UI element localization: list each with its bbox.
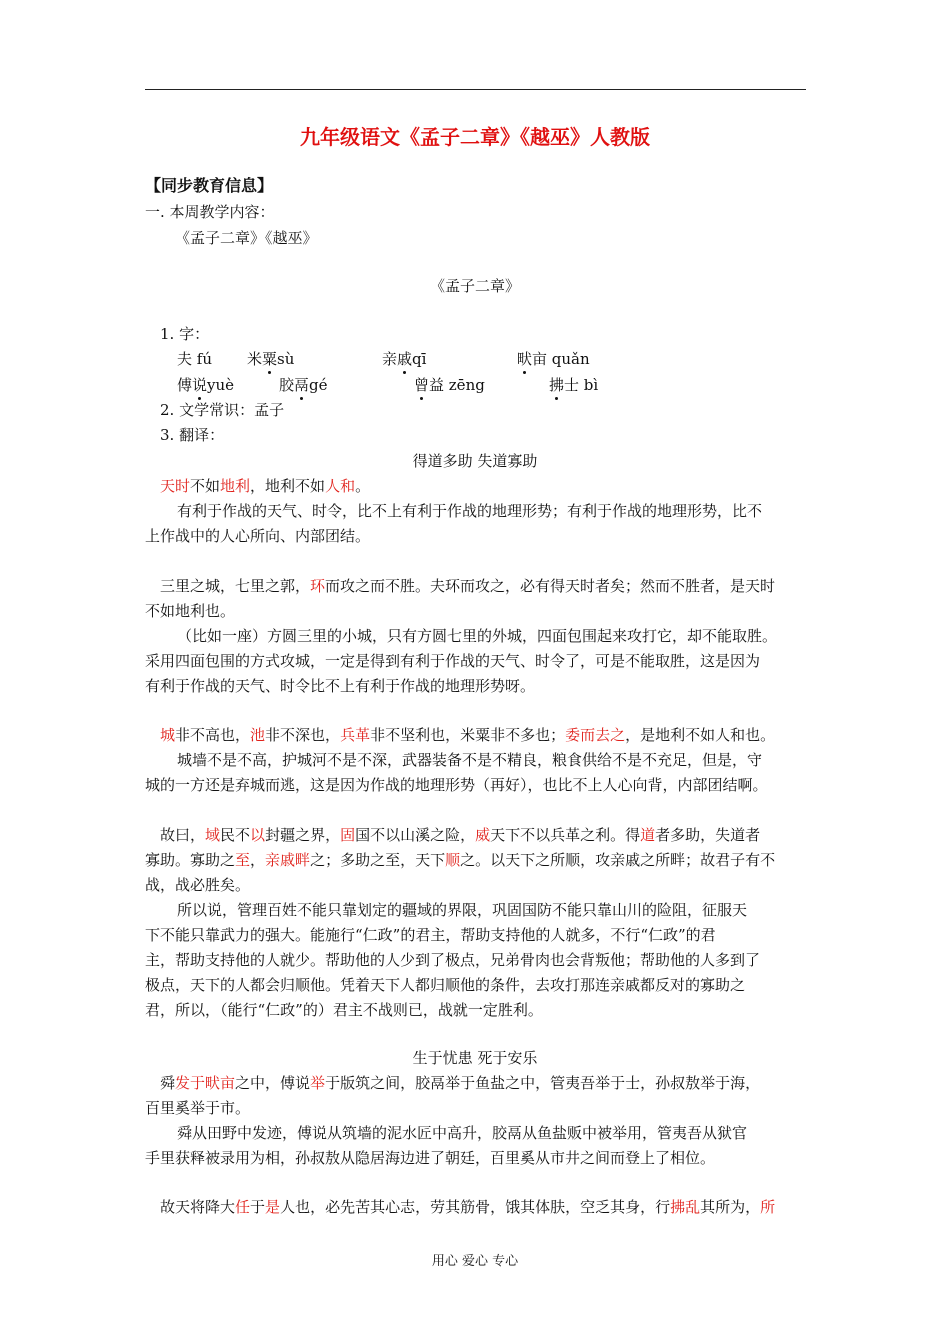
page-footer: 用心 爱心 专心 — [431, 1254, 519, 1269]
highlighted-term: 兵革 — [340, 726, 371, 744]
text-segment: 人也，必先苦其心志，劳其筋骨，饿其体肤，空乏其身，行 — [280, 1198, 671, 1216]
text-segment: 于 — [250, 1198, 266, 1216]
highlighted-term: 至 — [235, 851, 251, 869]
pinyin-row-1 — [177, 349, 590, 369]
highlighted-term: 拂乱 — [670, 1198, 701, 1216]
text-segment: 。 — [355, 477, 371, 495]
header-rule — [145, 89, 806, 90]
highlighted-term: 威 — [475, 826, 491, 844]
pinyin-entry: 傅说yuè — [177, 376, 235, 394]
text-segment: 故曰， — [160, 826, 206, 844]
text-segment: 于版筑之间，胶鬲举于鱼盐之中，管夷吾举于士，孙叔敖举于海， — [325, 1074, 761, 1092]
para-4-translation-line: 君，所以，（能行“仁政”的）君主不战则已，战就一定胜利。 — [145, 1001, 543, 1019]
text-segment: 非不深也， — [265, 726, 341, 744]
text-segment: 不如 — [190, 477, 221, 495]
highlighted-term: 亲戚畔 — [265, 851, 311, 869]
highlighted-term: 环 — [310, 577, 326, 595]
highlighted-term: 城 — [160, 726, 176, 744]
highlighted-term: 天时 — [160, 477, 191, 495]
text-segment: ，地利不如 — [250, 477, 326, 495]
text-segment: 而攻之而不胜。夫环而攻之，必有得天时者矣；然而不胜者，是天时 — [325, 577, 776, 595]
text-segment: 者多助，失道者 — [655, 826, 761, 844]
text-segment: 故天将降大 — [160, 1198, 236, 1216]
para-4-original — [160, 825, 760, 845]
para-2-translation-line: 有利于作战的天气、时令比不上有利于作战的地理形势呀。 — [145, 677, 536, 695]
para-2-original-cont: 不如地利也。 — [145, 602, 236, 620]
highlighted-term: 以 — [250, 826, 266, 844]
text-segment: 其所为， — [700, 1198, 761, 1216]
para-6-original — [160, 1197, 775, 1217]
highlighted-term: 发于畎亩 — [175, 1074, 236, 1092]
highlighted-term: 顺 — [445, 851, 461, 869]
highlighted-term: 委而去之 — [565, 726, 626, 744]
pinyin-entry: 米粟sù — [247, 350, 295, 368]
text-segment: 天下不以兵革之利。得 — [490, 826, 641, 844]
text-segment: 之中，傅说 — [235, 1074, 311, 1092]
pinyin-entry: 拂士 bì — [549, 376, 599, 394]
text-segment: 民不 — [220, 826, 251, 844]
pinyin-entry: 曾益 zēng — [414, 376, 485, 394]
content-item-1-sub: 《孟子二章》《越巫》 — [175, 229, 318, 247]
text-segment: 封疆之界， — [265, 826, 341, 844]
para-1-original — [160, 476, 370, 496]
text-segment: 之。以天下之所顺，攻亲戚之所畔；故君子有不 — [460, 851, 776, 869]
para-2-translation-line: （比如一座）方圆三里的小城，只有方圆七里的外城，四面包围起来攻打它，却不能取胜。 — [177, 627, 778, 645]
para-4-translation-line: 主，帮助支持他的人就少。帮助他的人少到了极点，兄弟骨肉也会背叛他；帮助他的人多到了 — [145, 951, 761, 969]
para-4-original-cont — [145, 850, 775, 870]
para-1-translation-line: 有利于作战的天气、时令，比不上有利于作战的地理形势；有利于作战的地理形势，比不 — [177, 502, 763, 520]
para-5-translation-line: 舜从田野中发迹，傅说从筑墙的泥水匠中高升，胶鬲从鱼盐贩中被举用，管夷吾从狱官 — [177, 1124, 748, 1142]
text-segment: 非不坚利也，米粟非不多也； — [370, 726, 566, 744]
text-segment: 寡助。寡助之 — [145, 851, 236, 869]
pinyin-row-2 — [177, 375, 598, 395]
highlighted-term: 所 — [760, 1198, 776, 1216]
highlighted-term: 域 — [205, 826, 221, 844]
text-segment: ，是地利不如人和也。 — [625, 726, 776, 744]
heading-shengyu: 生于忧患 死于安乐 — [412, 1049, 538, 1067]
para-4-translation-line: 所以说，管理百姓不能只靠划定的疆域的界限，巩固国防不能只靠山川的险阻，征服天 — [177, 901, 748, 919]
para-3-translation-line: 城墙不是不高，护城河不是不深，武器装备不是不精良，粮食供给不是不充足，但是，守 — [177, 751, 763, 769]
pinyin-entry: 胶鬲gé — [279, 376, 328, 394]
section-translation: 3. 翻译： — [160, 426, 225, 444]
para-1-translation-line: 上作战中的人心所向、内部团结。 — [145, 527, 371, 545]
heading-dedao: 得道多助 失道寡助 — [412, 452, 538, 470]
para-4-translation-line: 下不能只靠武力的强大。能施行“仁政”的君主，帮助支持他的人就多，不行“仁政”的君 — [145, 926, 716, 944]
highlighted-term: 固 — [340, 826, 356, 844]
pinyin-entry: 夫 fú — [177, 350, 212, 368]
para-5-original — [160, 1073, 760, 1093]
highlighted-term: 地利 — [220, 477, 251, 495]
text-segment: 之；多助之至，天下 — [310, 851, 446, 869]
highlighted-term: 人和 — [325, 477, 356, 495]
para-2-translation-line: 采用四面包围的方式攻城，一定是得到有利于作战的天气、时令了，可是不能取胜，这是因为 — [145, 652, 761, 670]
pinyin-entry: 亲戚qī — [382, 350, 427, 368]
para-3-translation-line: 城的一方还是弃城而逃，这是因为作战的地理形势（再好），也比不上人心向背，内部团结啊。 — [145, 776, 768, 794]
para-4-translation-line: 极点，天下的人都会归顺他。凭着天下人都归顺他的条件，去攻打那连亲戚都反对的寡助之 — [145, 976, 746, 994]
highlighted-term: 池 — [250, 726, 266, 744]
section-heading: 【同步教育信息】 — [145, 176, 274, 195]
highlighted-term: 任 — [235, 1198, 251, 1216]
text-segment: 舜 — [160, 1074, 176, 1092]
section-characters: 1. 字： — [160, 325, 210, 343]
para-3-original — [160, 725, 775, 745]
highlighted-term: 是 — [265, 1198, 281, 1216]
pinyin-entry: 畎亩 quǎn — [517, 350, 590, 368]
para-2-original — [160, 576, 775, 596]
highlighted-term: 道 — [640, 826, 656, 844]
subtitle: 《孟子二章》 — [429, 277, 520, 295]
text-segment: 非不高也， — [175, 726, 251, 744]
document-title: 九年级语文《孟子二章》《越巫》人教版 — [300, 125, 650, 149]
highlighted-term: 举 — [310, 1074, 326, 1092]
text-segment: ， — [250, 851, 266, 869]
para-4-original-cont: 战，战必胜矣。 — [145, 876, 251, 894]
section-literary: 2. 文学常识：孟子 — [160, 401, 285, 419]
text-segment: 国不以山溪之险， — [355, 826, 476, 844]
text-segment: 三里之城，七里之郭， — [160, 577, 311, 595]
para-5-translation-line: 手里获释被录用为相，孙叔敖从隐居海边进了朝廷，百里奚从市井之间而登上了相位。 — [145, 1149, 716, 1167]
para-5-original-cont: 百里奚举于市。 — [145, 1099, 251, 1117]
content-item-1: 一. 本周教学内容： — [145, 203, 275, 221]
